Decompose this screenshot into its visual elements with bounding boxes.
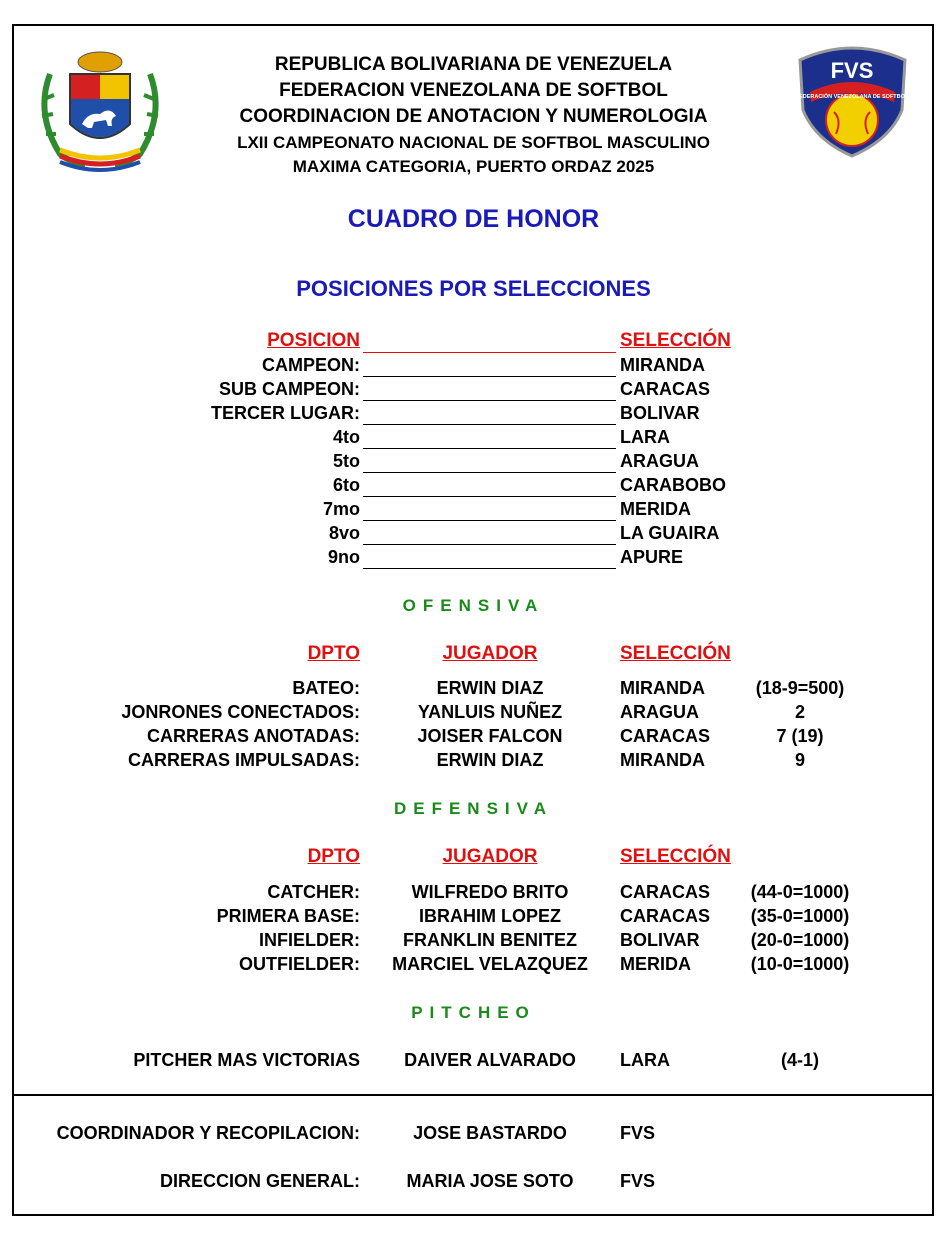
standing-underline bbox=[363, 496, 616, 497]
fvs-logo-text: FVS bbox=[830, 58, 874, 83]
offense-team: ARAGUA bbox=[620, 702, 699, 722]
standing-position: 8vo bbox=[328, 523, 360, 543]
footer-divider bbox=[12, 1094, 934, 1096]
header-line-3: COORDINACION DE ANOTACION Y NUMEROLOGIA bbox=[239, 106, 708, 127]
standings-title: POSICIONES POR SELECCIONES bbox=[296, 276, 651, 301]
defense-header-player: JUGADOR bbox=[442, 846, 538, 867]
standing-team: ARAGUA bbox=[620, 451, 699, 471]
offense-player: ERWIN DIAZ bbox=[436, 750, 544, 770]
standing-team: CARACAS bbox=[620, 379, 710, 399]
defense-header-dept: DPTO bbox=[307, 846, 360, 867]
offense-dept: CARRERAS ANOTADAS: bbox=[147, 726, 360, 746]
offense-header-player: JUGADOR bbox=[442, 643, 538, 664]
standing-team: BOLIVAR bbox=[620, 403, 700, 423]
standing-underline bbox=[363, 520, 616, 521]
offense-dept: JONRONES CONECTADOS: bbox=[121, 702, 360, 722]
standing-underline bbox=[363, 400, 616, 401]
standing-position: CAMPEON: bbox=[262, 355, 360, 375]
standings-header-position: POSICION bbox=[267, 330, 360, 351]
document-frame bbox=[12, 24, 934, 1216]
footer-name: JOSE BASTARDO bbox=[413, 1123, 567, 1143]
standing-underline bbox=[363, 424, 616, 425]
defense-stat: (44-0=1000) bbox=[750, 882, 850, 902]
header-line-1: REPUBLICA BOLIVARIANA DE VENEZUELA bbox=[274, 54, 673, 75]
offense-team: MIRANDA bbox=[620, 678, 705, 698]
offense-title: OFENSIVA bbox=[402, 596, 545, 615]
defense-player: FRANKLIN BENITEZ bbox=[403, 930, 577, 950]
offense-header-team: SELECCIÓN bbox=[620, 643, 731, 664]
footer-name: MARIA JOSE SOTO bbox=[406, 1171, 574, 1191]
defense-title: DEFENSIVA bbox=[393, 799, 554, 818]
defense-stat: (35-0=1000) bbox=[750, 906, 850, 926]
offense-player: JOISER FALCON bbox=[417, 726, 563, 746]
standing-position: 4to bbox=[333, 427, 360, 447]
standing-team: MIRANDA bbox=[620, 355, 705, 375]
standing-underline bbox=[363, 472, 616, 473]
standing-underline bbox=[363, 448, 616, 449]
defense-team: BOLIVAR bbox=[620, 930, 700, 950]
pitching-title: PITCHEO bbox=[411, 1003, 536, 1022]
defense-player: WILFREDO BRITO bbox=[411, 882, 569, 902]
defense-stat: (10-0=1000) bbox=[750, 954, 850, 974]
footer-role: DIRECCION GENERAL: bbox=[159, 1171, 360, 1191]
pitching-stat: (4-1) bbox=[780, 1050, 819, 1070]
offense-stat: (18-9=500) bbox=[755, 678, 845, 698]
defense-dept: OUTFIELDER: bbox=[239, 954, 360, 974]
fvs-logo-ring-text: FEDERACIÓN VENEZOLANA DE SOFTBOL bbox=[795, 94, 909, 100]
standing-underline bbox=[363, 544, 616, 545]
offense-player: ERWIN DIAZ bbox=[436, 678, 544, 698]
defense-dept: PRIMERA BASE: bbox=[216, 906, 360, 926]
offense-header-dept: DPTO bbox=[307, 643, 360, 664]
defense-player: MARCIEL VELAZQUEZ bbox=[392, 954, 588, 974]
offense-dept: BATEO: bbox=[292, 678, 360, 698]
offense-stat: 2 bbox=[794, 702, 805, 722]
standings-header-team: SELECCIÓN bbox=[620, 330, 731, 351]
header-line-4: LXII CAMPEONATO NACIONAL DE SOFTBOL MASCULINO bbox=[237, 133, 710, 152]
standing-position: 5to bbox=[333, 451, 360, 471]
offense-team: MIRANDA bbox=[620, 750, 705, 770]
offense-team: CARACAS bbox=[620, 726, 710, 746]
header-line-5: MAXIMA CATEGORIA, PUERTO ORDAZ 2025 bbox=[292, 157, 655, 176]
standing-position: 7mo bbox=[322, 499, 360, 519]
defense-stat: (20-0=1000) bbox=[750, 930, 850, 950]
pitching-player: DAIVER ALVARADO bbox=[404, 1050, 576, 1070]
footer-role: COORDINADOR Y RECOPILACION: bbox=[56, 1123, 360, 1143]
footer-org: FVS bbox=[620, 1171, 656, 1191]
pitching-team: LARA bbox=[620, 1050, 670, 1070]
defense-team: MERIDA bbox=[620, 954, 691, 974]
standing-underline bbox=[363, 376, 616, 377]
offense-dept: CARRERAS IMPULSADAS: bbox=[127, 750, 360, 770]
defense-team: CARACAS bbox=[620, 882, 710, 902]
footer-org: FVS bbox=[620, 1123, 656, 1143]
standing-position: TERCER LUGAR: bbox=[211, 403, 360, 423]
defense-dept: CATCHER: bbox=[267, 882, 360, 902]
standing-team: CARABOBO bbox=[620, 475, 726, 495]
offense-stat: 7 (19) bbox=[776, 726, 824, 746]
standing-team: MERIDA bbox=[620, 499, 691, 519]
standing-team: LARA bbox=[620, 427, 670, 447]
defense-team: CARACAS bbox=[620, 906, 710, 926]
defense-player: IBRAHIM LOPEZ bbox=[419, 906, 561, 926]
defense-dept: INFIELDER: bbox=[259, 930, 360, 950]
standing-position: 6to bbox=[333, 475, 360, 495]
offense-stat: 9 bbox=[794, 750, 805, 770]
offense-player: YANLUIS NUÑEZ bbox=[417, 702, 563, 722]
standing-team: APURE bbox=[620, 547, 684, 567]
page-title: CUADRO DE HONOR bbox=[347, 205, 600, 233]
defense-header-team: SELECCIÓN bbox=[620, 846, 731, 867]
pitching-dept: PITCHER MAS VICTORIAS bbox=[133, 1050, 360, 1070]
standing-underline bbox=[363, 568, 616, 569]
standing-position: 9no bbox=[327, 547, 360, 567]
standing-team: LA GUAIRA bbox=[620, 523, 720, 543]
standing-position: SUB CAMPEON: bbox=[218, 379, 360, 399]
header-line-2: FEDERACION VENEZOLANA DE SOFTBOL bbox=[279, 80, 668, 101]
standings-header-underline bbox=[363, 352, 616, 353]
